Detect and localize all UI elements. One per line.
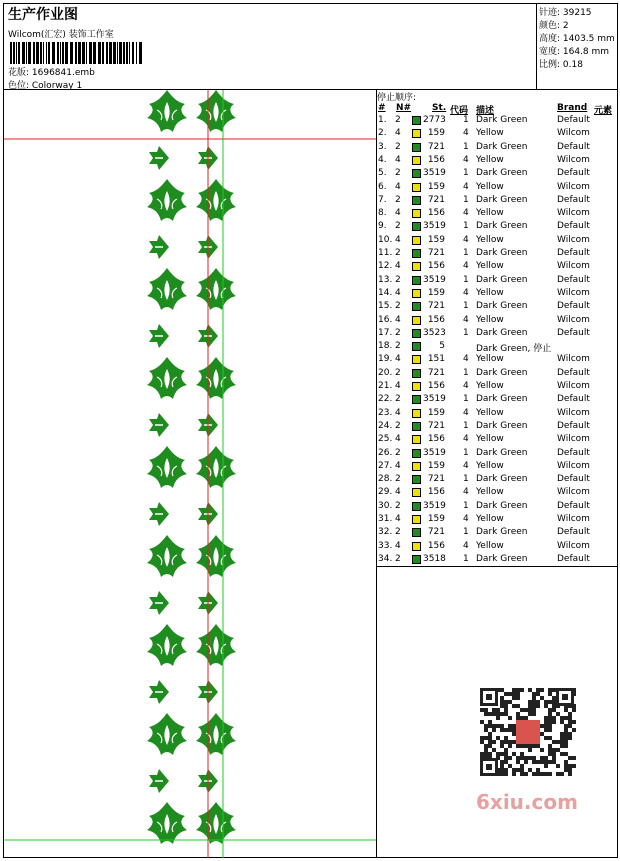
row-description: Yellow (476, 208, 504, 219)
table-row (377, 248, 618, 261)
row-stitches: 156 (427, 314, 445, 325)
table-row (377, 221, 618, 234)
row-needle: 4 (395, 381, 401, 391)
row-brand: Default (557, 500, 590, 511)
row-description: Yellow (476, 314, 504, 325)
row-description: Dark Green (476, 553, 528, 564)
table-row (377, 301, 618, 314)
row-brand: Wilcom (557, 460, 590, 471)
row-description: Yellow (476, 381, 504, 391)
row-number: 32. (378, 527, 393, 538)
row-brand: Wilcom (557, 261, 590, 272)
row-brand: Default (557, 248, 590, 258)
row-code: 4 (463, 234, 469, 245)
row-number: 18. (378, 341, 393, 352)
row-description: Dark Green, 停止 (476, 344, 552, 355)
row-stitches: 3519 (423, 221, 446, 232)
color-swatch (412, 555, 421, 564)
table-row (377, 448, 618, 461)
color-swatch (412, 143, 421, 152)
row-brand: Wilcom (557, 354, 590, 365)
row-brand: Default (557, 394, 590, 405)
row-needle: 4 (395, 287, 401, 298)
table-row (377, 155, 618, 168)
row-code: 1 (463, 248, 469, 258)
stop-sequence-title: 停止顺序: (377, 93, 417, 103)
row-number: 29. (378, 487, 393, 498)
row-brand: Wilcom (557, 287, 590, 298)
row-code: 1 (463, 327, 469, 338)
row-brand: Default (557, 553, 590, 564)
row-description: Yellow (476, 128, 504, 139)
row-needle: 2 (395, 553, 401, 564)
stats-panel (536, 3, 619, 90)
table-row (377, 527, 618, 540)
row-stitches: 3523 (423, 327, 446, 338)
row-code: 4 (463, 460, 469, 471)
col-header-num: # (378, 103, 386, 113)
stat-width: 宽度: 164.8 mm (539, 47, 610, 57)
row-number: 9. (378, 221, 387, 232)
row-code: 4 (463, 354, 469, 365)
row-stitches: 156 (427, 154, 445, 165)
row-stitches: 3519 (423, 500, 446, 511)
row-description: Dark Green (476, 115, 528, 125)
table-bottom-divider (377, 566, 618, 567)
row-description: Dark Green (476, 327, 528, 338)
row-needle: 4 (395, 261, 401, 272)
row-code: 1 (463, 420, 469, 431)
row-description: Dark Green (476, 394, 528, 405)
row-needle: 2 (395, 420, 401, 431)
row-stitches: 151 (427, 354, 445, 365)
row-stitches: 156 (427, 487, 445, 498)
row-number: 21. (378, 381, 393, 391)
color-swatch (412, 502, 421, 511)
colorway: 色位: Colorway 1 (8, 81, 83, 91)
row-brand: Default (557, 115, 590, 125)
table-row (377, 501, 618, 514)
col-header-desc: 描述 (476, 106, 495, 116)
color-swatch (412, 422, 421, 431)
row-number: 13. (378, 274, 393, 285)
table-row (377, 421, 618, 434)
row-needle: 2 (395, 248, 401, 258)
row-code: 4 (463, 287, 469, 298)
row-brand: Wilcom (557, 434, 590, 445)
table-row (377, 341, 618, 354)
row-code: 1 (463, 500, 469, 511)
color-swatch (412, 116, 421, 125)
row-brand: Default (557, 301, 590, 312)
row-needle: 4 (395, 460, 401, 471)
row-number: 24. (378, 420, 393, 431)
color-swatch (412, 435, 421, 444)
row-number: 34. (378, 553, 393, 564)
row-code: 4 (463, 407, 469, 418)
design-file: 花版: 1696841.emb (8, 68, 95, 78)
row-brand: Default (557, 141, 590, 152)
row-code: 4 (463, 540, 469, 551)
row-description: Yellow (476, 434, 504, 445)
row-brand: Wilcom (557, 514, 590, 524)
row-stitches: 156 (427, 434, 445, 445)
qr-code-icon (470, 680, 586, 790)
row-brand: Wilcom (557, 181, 590, 192)
color-swatch (412, 369, 421, 378)
row-brand: Default (557, 367, 590, 378)
color-swatch (412, 355, 421, 364)
row-needle: 4 (395, 487, 401, 498)
color-swatch (412, 542, 421, 551)
row-needle: 2 (395, 221, 401, 232)
table-row (377, 235, 618, 248)
row-brand: Wilcom (557, 208, 590, 219)
row-number: 22. (378, 394, 393, 405)
table-row (377, 514, 618, 527)
table-row (377, 142, 618, 155)
row-stitches: 156 (427, 540, 445, 551)
col-header-element: 元素 (594, 106, 613, 116)
row-number: 17. (378, 327, 393, 338)
row-number: 26. (378, 447, 393, 458)
table-row (377, 554, 618, 567)
row-brand: Wilcom (557, 381, 590, 391)
color-swatch (412, 342, 421, 351)
row-brand: Wilcom (557, 314, 590, 325)
row-code: 1 (463, 194, 469, 205)
header (4, 4, 536, 90)
row-brand: Wilcom (557, 540, 590, 551)
row-needle: 2 (395, 274, 401, 285)
color-swatch (412, 329, 421, 338)
row-needle: 2 (395, 301, 401, 312)
row-stitches: 721 (427, 527, 445, 538)
row-stitches: 721 (427, 420, 445, 431)
color-swatch (412, 395, 421, 404)
table-row (377, 275, 618, 288)
color-swatch (412, 129, 421, 138)
row-needle: 2 (395, 141, 401, 152)
row-stitches: 2773 (423, 115, 446, 125)
color-swatch (412, 316, 421, 325)
row-brand: Default (557, 274, 590, 285)
color-swatch (412, 488, 421, 497)
color-swatch (412, 475, 421, 484)
page-title: 生产作业图 (8, 7, 78, 23)
table-row (377, 541, 618, 554)
table-row (377, 168, 618, 181)
row-description: Dark Green (476, 447, 528, 458)
table-row (377, 408, 618, 421)
row-needle: 4 (395, 234, 401, 245)
row-brand: Wilcom (557, 128, 590, 139)
watermark-logo: 6xiu.com (476, 790, 578, 814)
color-swatch (412, 249, 421, 258)
row-description: Yellow (476, 287, 504, 298)
row-description: Yellow (476, 154, 504, 165)
table-row (377, 208, 618, 221)
row-code: 4 (463, 128, 469, 139)
row-needle: 2 (395, 447, 401, 458)
row-stitches: 721 (427, 194, 445, 205)
row-needle: 2 (395, 341, 401, 352)
color-swatch (412, 302, 421, 311)
row-number: 3. (378, 141, 387, 152)
row-needle: 2 (395, 115, 401, 125)
row-code: 4 (463, 434, 469, 445)
row-description: Dark Green (476, 367, 528, 378)
row-stitches: 159 (427, 181, 445, 192)
row-needle: 4 (395, 407, 401, 418)
color-swatch (412, 289, 421, 298)
row-number: 25. (378, 434, 393, 445)
row-code: 4 (463, 487, 469, 498)
row-description: Dark Green (476, 168, 528, 179)
row-stitches: 156 (427, 381, 445, 391)
row-number: 15. (378, 301, 393, 312)
color-swatch (412, 409, 421, 418)
row-description: Yellow (476, 460, 504, 471)
row-brand: Default (557, 474, 590, 485)
color-swatch (412, 515, 421, 524)
row-stitches: 159 (427, 514, 445, 524)
row-number: 2. (378, 128, 387, 139)
row-stitches: 159 (427, 460, 445, 471)
row-description: Yellow (476, 354, 504, 365)
row-description: Yellow (476, 407, 504, 418)
row-description: Yellow (476, 514, 504, 524)
row-number: 30. (378, 500, 393, 511)
table-row (377, 434, 618, 447)
color-swatch (412, 196, 421, 205)
table-row (377, 354, 618, 367)
row-description: Dark Green (476, 527, 528, 538)
row-stitches: 5 (439, 341, 445, 352)
row-description: Yellow (476, 487, 504, 498)
row-description: Yellow (476, 181, 504, 192)
row-needle: 4 (395, 181, 401, 192)
company-name: Wilcom(汇宏) 装饰工作室 (8, 30, 114, 40)
color-swatch (412, 528, 421, 537)
table-row (377, 115, 618, 128)
row-number: 5. (378, 168, 387, 179)
row-needle: 2 (395, 474, 401, 485)
row-number: 28. (378, 474, 393, 485)
row-description: Dark Green (476, 221, 528, 232)
row-code: 1 (463, 168, 469, 179)
row-number: 1. (378, 115, 387, 125)
row-code: 1 (463, 274, 469, 285)
row-number: 19. (378, 354, 393, 365)
row-brand: Default (557, 327, 590, 338)
row-number: 33. (378, 540, 393, 551)
row-stitches: 159 (427, 287, 445, 298)
row-description: Dark Green (476, 141, 528, 152)
row-stitches: 3518 (423, 553, 446, 564)
row-stitches: 3519 (423, 274, 446, 285)
barcode-icon (10, 42, 142, 64)
row-needle: 4 (395, 128, 401, 139)
row-needle: 4 (395, 540, 401, 551)
table-row (377, 195, 618, 208)
table-row (377, 128, 618, 141)
row-stitches: 3519 (423, 447, 446, 458)
row-stitches: 159 (427, 234, 445, 245)
row-code: 4 (463, 514, 469, 524)
row-number: 10. (378, 234, 393, 245)
table-row (377, 394, 618, 407)
row-code: 1 (463, 367, 469, 378)
row-brand: Default (557, 221, 590, 232)
row-number: 8. (378, 208, 387, 219)
row-number: 27. (378, 460, 393, 471)
row-needle: 2 (395, 327, 401, 338)
row-number: 16. (378, 314, 393, 325)
row-brand: Default (557, 447, 590, 458)
table-row (377, 461, 618, 474)
col-header-st: St. (432, 103, 447, 113)
row-code: 1 (463, 141, 469, 152)
row-needle: 2 (395, 194, 401, 205)
row-needle: 4 (395, 208, 401, 219)
color-swatch (412, 262, 421, 271)
col-header-brand: Brand (557, 103, 588, 113)
color-swatch (412, 209, 421, 218)
color-swatch (412, 276, 421, 285)
row-code: 1 (463, 527, 469, 538)
row-needle: 2 (395, 168, 401, 179)
row-description: Yellow (476, 540, 504, 551)
table-row (377, 315, 618, 328)
row-number: 6. (378, 181, 387, 192)
row-code: 4 (463, 181, 469, 192)
color-swatch (412, 449, 421, 458)
row-number: 4. (378, 154, 387, 165)
stat-scale: 比例: 0.18 (539, 60, 583, 70)
row-number: 20. (378, 367, 393, 378)
design-canvas (4, 90, 377, 858)
row-needle: 4 (395, 314, 401, 325)
row-description: Dark Green (476, 500, 528, 511)
color-swatch (412, 183, 421, 192)
color-swatch (412, 169, 421, 178)
row-needle: 2 (395, 367, 401, 378)
row-needle: 4 (395, 154, 401, 165)
row-brand: Wilcom (557, 154, 590, 165)
row-code: 1 (463, 115, 469, 125)
row-brand: Default (557, 194, 590, 205)
row-brand: Wilcom (557, 234, 590, 245)
row-stitches: 156 (427, 208, 445, 219)
row-stitches: 159 (427, 128, 445, 139)
col-header-code: 代码 (450, 106, 469, 116)
row-code: 1 (463, 221, 469, 232)
row-description: Dark Green (476, 194, 528, 205)
table-row (377, 288, 618, 301)
row-code: 4 (463, 381, 469, 391)
row-code: 1 (463, 394, 469, 405)
row-stitches: 3519 (423, 394, 446, 405)
row-stitches: 721 (427, 367, 445, 378)
row-needle: 4 (395, 514, 401, 524)
row-code: 1 (463, 553, 469, 564)
color-swatch (412, 236, 421, 245)
row-number: 14. (378, 287, 393, 298)
row-code: 1 (463, 447, 469, 458)
row-description: Yellow (476, 261, 504, 272)
stat-height: 高度: 1403.5 mm (539, 34, 615, 44)
color-swatch (412, 156, 421, 165)
row-stitches: 721 (427, 301, 445, 312)
stat-colors: 颜色: 2 (539, 21, 569, 31)
row-description: Dark Green (476, 420, 528, 431)
row-description: Dark Green (476, 301, 528, 312)
row-brand: Wilcom (557, 407, 590, 418)
row-needle: 4 (395, 354, 401, 365)
row-needle: 2 (395, 394, 401, 405)
row-description: Dark Green (476, 474, 528, 485)
row-description: Dark Green (476, 248, 528, 258)
row-code: 4 (463, 208, 469, 219)
row-stitches: 156 (427, 261, 445, 272)
col-header-needle: N# (396, 103, 412, 113)
table-row (377, 368, 618, 381)
row-brand: Wilcom (557, 487, 590, 498)
row-description: Dark Green (476, 274, 528, 285)
row-number: 31. (378, 514, 393, 524)
row-code: 4 (463, 154, 469, 165)
table-row (377, 381, 618, 394)
row-stitches: 721 (427, 248, 445, 258)
row-brand: Default (557, 420, 590, 431)
row-number: 11. (378, 248, 393, 258)
row-stitches: 721 (427, 474, 445, 485)
row-description: Yellow (476, 234, 504, 245)
row-code: 1 (463, 301, 469, 312)
table-row (377, 474, 618, 487)
row-code: 4 (463, 261, 469, 272)
embroidery-preview (4, 90, 376, 858)
row-stitches: 3519 (423, 168, 446, 179)
row-stitches: 721 (427, 141, 445, 152)
row-stitches: 159 (427, 407, 445, 418)
row-needle: 4 (395, 434, 401, 445)
color-swatch (412, 382, 421, 391)
table-row (377, 328, 618, 341)
row-number: 12. (378, 261, 393, 272)
color-swatch (412, 462, 421, 471)
row-code: 4 (463, 314, 469, 325)
color-swatch (412, 222, 421, 231)
table-row (377, 487, 618, 500)
row-needle: 2 (395, 527, 401, 538)
table-row (377, 182, 618, 195)
row-code: 1 (463, 474, 469, 485)
row-brand: Default (557, 168, 590, 179)
row-number: 23. (378, 407, 393, 418)
stat-stitches: 针迹: 39215 (539, 8, 592, 18)
row-number: 7. (378, 194, 387, 205)
row-brand: Default (557, 527, 590, 538)
row-needle: 2 (395, 500, 401, 511)
table-row (377, 261, 618, 274)
